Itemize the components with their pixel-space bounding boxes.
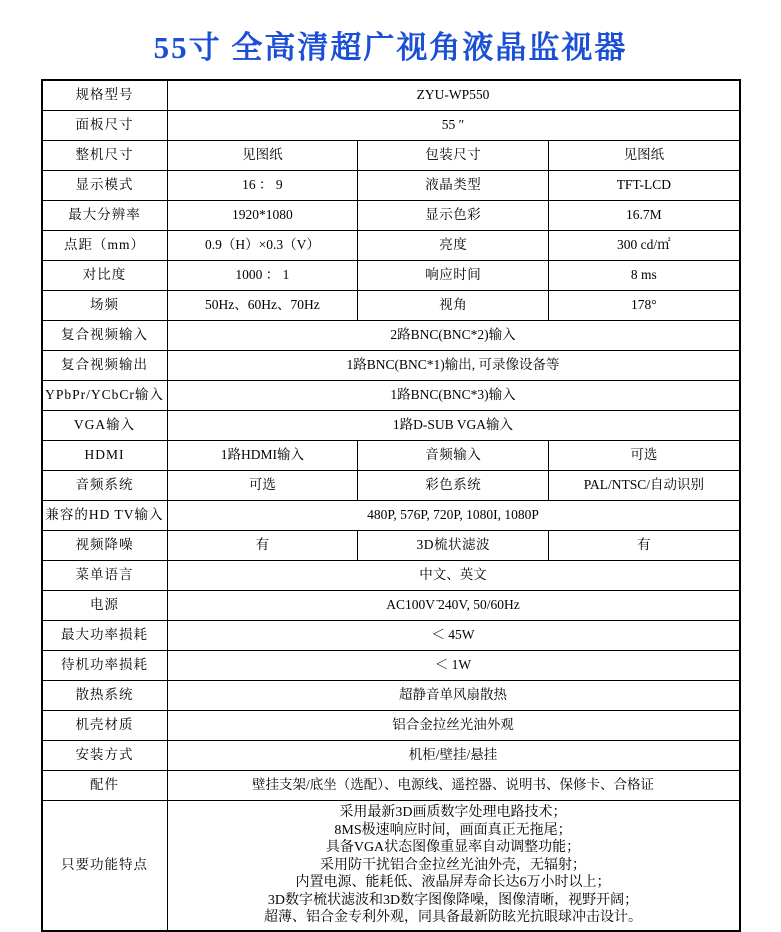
row-label: 复合视频输出 bbox=[42, 351, 168, 381]
feature-item: 采用防干扰铝合金拉丝光油外壳，无辐射； bbox=[320, 857, 586, 873]
row-value-secondary: 178° bbox=[549, 291, 740, 321]
row-label: 规格型号 bbox=[42, 80, 168, 111]
row-label-secondary: 包装尺寸 bbox=[358, 141, 549, 171]
table-row bbox=[42, 471, 740, 501]
table-row bbox=[42, 651, 740, 681]
table-row bbox=[42, 561, 740, 591]
table-row bbox=[42, 531, 740, 561]
row-label-secondary: 3D梳状滤波 bbox=[358, 531, 549, 561]
feature-item: 8MS极速响应时间，画面真正无拖尾； bbox=[334, 822, 572, 838]
table-row bbox=[42, 591, 740, 621]
features-list bbox=[167, 801, 740, 931]
row-label: HDMI bbox=[42, 441, 168, 471]
row-value: 有 bbox=[167, 531, 358, 561]
table-row bbox=[42, 441, 740, 471]
row-label: 机壳材质 bbox=[42, 711, 168, 741]
row-value: 超静音单风扇散热 bbox=[167, 681, 740, 711]
table-row bbox=[42, 411, 740, 441]
feature-item: 具备VGA状态图像重显率自动调整功能； bbox=[325, 840, 581, 855]
row-label: 散热系统 bbox=[42, 681, 168, 711]
row-value: 1路BNC(BNC*1)输出, 可录像设备等 bbox=[167, 351, 740, 381]
feature-item: 超薄、铝合金专利外观，同具备最新防眩光抗眼球冲击设计。 bbox=[264, 910, 642, 925]
row-value-secondary: 300 cd/㎡ bbox=[549, 231, 740, 261]
row-value: 1000 ： 1 bbox=[167, 261, 358, 291]
row-value: ＜ 1W bbox=[167, 651, 740, 681]
table-row bbox=[42, 141, 740, 171]
feature-item: 采用最新3D画质数字处理电路技术； bbox=[339, 805, 567, 820]
table-row bbox=[42, 711, 740, 741]
row-value-secondary: 有 bbox=[549, 531, 740, 561]
row-value: 1920*1080 bbox=[167, 201, 358, 231]
row-value: 16 ： 9 bbox=[167, 171, 358, 201]
row-value: 1路D-SUB VGA输入 bbox=[167, 411, 740, 441]
row-value-secondary: 16.7M bbox=[549, 201, 740, 231]
row-value: 0.9（H）×0.3（V） bbox=[167, 231, 358, 261]
row-label-secondary: 液晶类型 bbox=[358, 171, 549, 201]
row-label: 面板尺寸 bbox=[42, 111, 168, 141]
row-value: 铝合金拉丝光油外观 bbox=[167, 711, 740, 741]
table-row bbox=[42, 321, 740, 351]
row-label: 复合视频输入 bbox=[42, 321, 168, 351]
table-row bbox=[42, 231, 740, 261]
row-label-secondary: 亮度 bbox=[358, 231, 549, 261]
page-title: 55寸 全高清超广视角液晶监视器 bbox=[153, 30, 628, 65]
row-label: 电源 bbox=[42, 591, 168, 621]
table-row bbox=[42, 111, 740, 141]
row-value: 壁挂支架/底坐（选配）、电源线、遥控器、说明书、保修卡、合格证 bbox=[167, 771, 740, 801]
row-label: 配件 bbox=[42, 771, 168, 801]
table-row bbox=[42, 80, 740, 111]
table-row bbox=[42, 381, 740, 411]
row-value-secondary: 可选 bbox=[549, 441, 740, 471]
row-value: 可选 bbox=[167, 471, 358, 501]
row-label-secondary: 响应时间 bbox=[358, 261, 549, 291]
row-value-secondary: PAL/NTSC/自动识别 bbox=[549, 471, 740, 501]
row-label: 最大功率损耗 bbox=[42, 621, 168, 651]
row-value: 见图纸 bbox=[167, 141, 358, 171]
row-value-secondary: 8 ms bbox=[549, 261, 740, 291]
table-row bbox=[42, 201, 740, 231]
table-row bbox=[42, 681, 740, 711]
row-value-secondary: 见图纸 bbox=[549, 141, 740, 171]
row-label: 安装方式 bbox=[42, 741, 168, 771]
row-label-secondary: 显示色彩 bbox=[358, 201, 549, 231]
table-row bbox=[42, 741, 740, 771]
table-row bbox=[42, 171, 740, 201]
row-label: 点距（mm） bbox=[42, 231, 168, 261]
row-label: 兼容的HD TV输入 bbox=[42, 501, 168, 531]
row-label-secondary: 彩色系统 bbox=[358, 471, 549, 501]
row-label: 视频降噪 bbox=[42, 531, 168, 561]
features-label: 只要功能特点 bbox=[42, 801, 168, 931]
row-label-secondary: 音频输入 bbox=[358, 441, 549, 471]
row-label: 显示模式 bbox=[42, 171, 168, 201]
table-row bbox=[42, 291, 740, 321]
row-label: 待机功率损耗 bbox=[42, 651, 168, 681]
row-label: 音频系统 bbox=[42, 471, 168, 501]
table-row bbox=[42, 351, 740, 381]
row-value: 机柜/壁挂/悬挂 bbox=[167, 741, 740, 771]
row-value: 50Hz、60Hz、70Hz bbox=[167, 291, 358, 321]
row-value: AC100V ̄240V, 50/60Hz bbox=[167, 591, 740, 621]
row-value: ＜ 45W bbox=[167, 621, 740, 651]
table-row bbox=[42, 261, 740, 291]
row-value: 1路HDMI输入 bbox=[167, 441, 358, 471]
spec-table-body bbox=[42, 80, 740, 931]
spec-table-wrapper bbox=[41, 79, 741, 932]
row-label: 对比度 bbox=[42, 261, 168, 291]
row-label: 场频 bbox=[42, 291, 168, 321]
feature-item: 3D数字梳状滤波和3D数字图像降噪，图像清晰，视野开阔； bbox=[267, 892, 639, 908]
feature-item: 内置电源、能耗低、液晶屏寿命长达6万小时以上； bbox=[295, 875, 611, 890]
row-value: 1路BNC(BNC*3)输入 bbox=[167, 381, 740, 411]
row-value: 2路BNC(BNC*2)输入 bbox=[167, 321, 740, 351]
row-value-secondary: TFT-LCD bbox=[549, 171, 740, 201]
row-value: ZYU-WP550 bbox=[167, 80, 740, 111]
row-label: 最大分辨率 bbox=[42, 201, 168, 231]
table-row bbox=[42, 621, 740, 651]
row-label: VGA输入 bbox=[42, 411, 168, 441]
row-label: YPbPr/YCbCr输入 bbox=[42, 381, 168, 411]
features-row bbox=[42, 801, 740, 931]
table-row bbox=[42, 501, 740, 531]
row-value: 480P, 576P, 720P, 1080I, 1080P bbox=[167, 501, 740, 531]
row-label: 菜单语言 bbox=[42, 561, 168, 591]
row-label-secondary: 视角 bbox=[358, 291, 549, 321]
table-row bbox=[42, 771, 740, 801]
row-value: 55 ″ bbox=[167, 111, 740, 141]
specification-table bbox=[41, 79, 741, 932]
row-label: 整机尺寸 bbox=[42, 141, 168, 171]
row-value: 中文、英文 bbox=[167, 561, 740, 591]
